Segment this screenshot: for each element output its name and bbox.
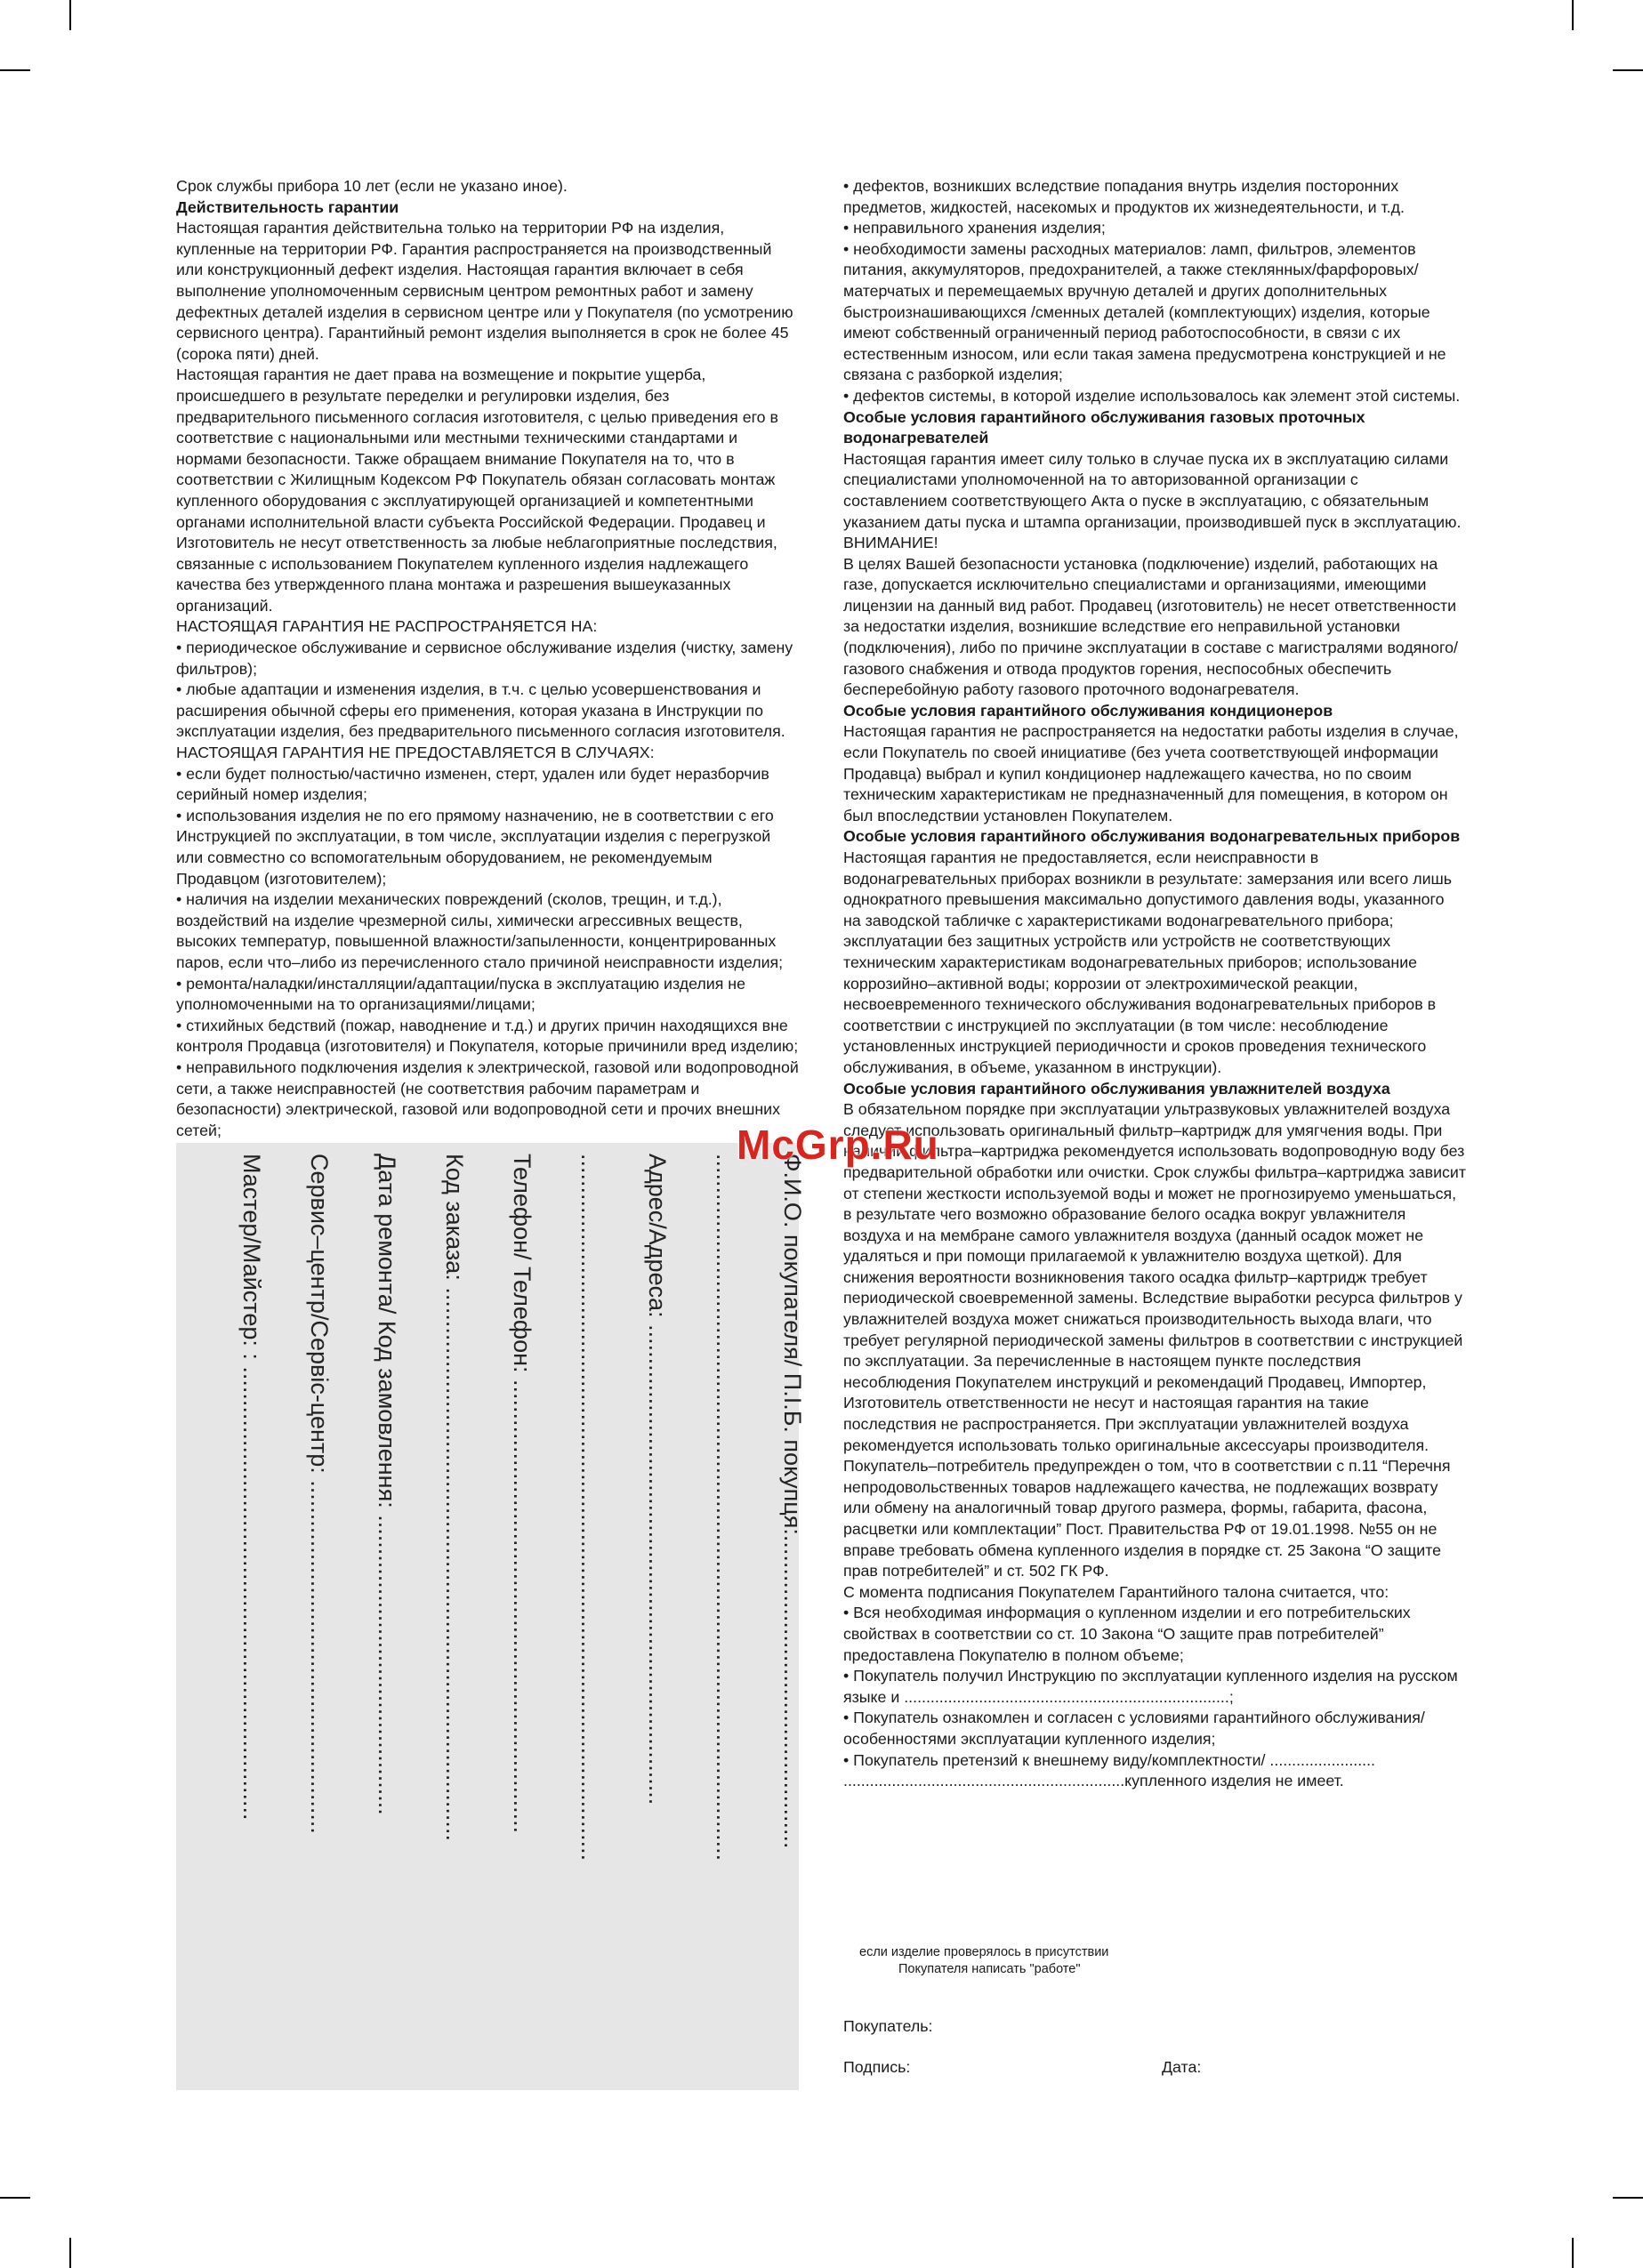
buyer-label: Покупатель:	[843, 2017, 933, 2035]
paragraph: • ремонта/наладки/инсталляции/адаптации/пуска в эксплуатацию изделия не уполномоченными на то организациями/лицами;	[176, 974, 746, 1014]
form-field-order-code[interactable]: Код заказа: ...................................................................................	[441, 1154, 468, 1841]
paragraph: • стихийных бедствий (пожар, наводнение и т.д.) и других причин находящихся вне контроля Продавца (изготовителя) и Покупателя, которые причинили вред изделию;	[176, 1016, 799, 1056]
section-heading: Действительность гарантии	[176, 197, 399, 216]
paragraph: • если будет полностью/частично изменен, стерт, удален или будет неразборчив серийный номер изделия;	[176, 764, 769, 804]
signature-label[interactable]: Подпись:	[843, 2058, 911, 2076]
paragraph: Настоящая гарантия не распространяется на недостатки работы изделия в случае, если Покупатель по своей инициативе (без учета соответствующей информации Продавца) выбрал и купил кондиционер надлежащего качества, но по своим техническим характеристикам не предназначенный для помещения, в котором он был впоследствии установлен Покупателем.	[843, 722, 1459, 824]
crop-mark	[1613, 2197, 1643, 2199]
paragraph: Срок службы прибора 10 лет (если не указано иное).	[176, 177, 568, 195]
paragraph: • необходимости замены расходных материалов: ламп, фильтров, элементов питания, аккумуляторов, предохранителей, а также стеклянных/фарфоровых/матерчатых и перемещаемых вручную деталей и других дополнительных быстроизнашивающихся /сменных деталей (комплектующих) изделия, которые имеют собственный ограниченный период работоспособности, в связи с их естественным износом, или если такая замена предусмотрена конструкцией и не связана с разборкой изделия;	[843, 239, 1446, 384]
paragraph: Настоящая гарантия действительна только на территории РФ на изделия, купленные на территории РФ. Гарантия распространяется на производственный или конструкционный дефект изделия. Настоящая гарантия включает в себя выполнение уполномоченным сервисным центром ремонтных работ и замену дефектных деталей изделия в сервисном центре или у Покупателя (по усмотрению сервисного центра). Гарантийный ремонт изделия выполняется в срок не более 45 (сорока пяти) дней.	[176, 219, 793, 363]
paragraph: • периодическое обслуживание и сервисное обслуживание изделия (чистку, замену фильтров);	[176, 639, 793, 678]
paragraph: С момента подписания Покупателем Гарантийного талона считается, что:	[843, 1582, 1389, 1601]
left-text-column	[176, 176, 799, 1141]
paragraph: • Покупатель ознакомлен и согласен с условиями гарантийного обслуживания/особенностями эксплуатации купленного изделия;	[843, 1709, 1425, 1748]
paragraph: Настоящая гарантия не предоставляется, если неисправности в водонагревательных приборах возникли в результате: замерзания или всего лишь однократного превышения максимально допустимого давления воды, указанного на заводской табличке с характеристиками водонагревательного прибора; эксплуатации без защитных устройств или устройств не соответствующих техническим характеристикам водонагревательных приборов; использование коррозийно–активной воды; коррозии от электрохимической реакции, несвоевременного технического обслуживания водонагревательных приборов в соответствии с инструкцией по эксплуатации (в том числе: несоблюдение установленных инструкцией периодичности и сроков проведения технического обслуживания, в объеме, указанном в инструкции).	[843, 848, 1453, 1076]
form-field-buyer-name-continued[interactable]: ..........................................................................................................	[712, 1154, 738, 1862]
date-label[interactable]: Дата:	[1162, 2058, 1202, 2076]
paragraph: Настоящая гарантия не дает права на возмещение и покрытие ущерба, происшедшего в результате переделки и регулировки изделия, без предварительного письменного согласия изготовителя, с целью приведения его в соответствие с национальными или местными техническими стандартами и нормами безопасности. Также обращаем внимание Покупателя на то, что в соответствии с Жилищным Кодексом РФ Покупатель обязан согласовать монтаж купленного оборудования с эксплуатирующей организацией и компетентными органами исполнительной власти субъекта Российской Федерации. Продавец и Изготовитель не несут ответственность за любые неблагоприятные последствия, связанные с использованием Покупателем купленного изделия надлежащего качества без утвержденного плана монтажа и разрешения вышеуказанных организаций.	[176, 366, 778, 615]
form-field-repair-date[interactable]: Дата ремонта/ Код замовлення: .............................................	[374, 1154, 400, 1815]
repair-record-form	[176, 1143, 806, 2090]
paragraph: НАСТОЯЩАЯ ГАРАНТИЯ НЕ РАСПРОСТРАНЯЕТСЯ НА:	[176, 617, 598, 636]
paragraph: Покупатель–потребитель предупрежден о том, что в соответствии с п.11 “Перечня непродовольственных товаров надлежащего качества, не подлежащих возврату или обмену на аналогичный товар другого размера, формы, габарита, фасона, расцветки или комплектации” Пост. Правительства РФ от 19.01.1998. №55 он не вправе требовать обмена купленного изделия в порядке ст. 25 Закона “О защите прав потребителей” и ст. 502 ГК РФ.	[843, 1457, 1451, 1580]
form-field-buyer-name[interactable]: Ф.И.О. покупателя/ П.І.Б. покупця:...............................................	[779, 1154, 806, 1849]
form-field-address-continued[interactable]: ..........................................................................................................	[576, 1154, 603, 1862]
note-line-1: если изделие проверялось в присутствии	[859, 1945, 1109, 1959]
paragraph: Настоящая гарантия имеет силу только в случае пуска их в эксплуатацию силами специалистами уполномоченной на то авторизованной организации с составлением соответствующего Акта о пуске в эксплуатацию, с обязательным указанием даты пуска и штампа организации, производившей пуск в эксплуатацию.	[843, 449, 1462, 531]
paragraph: • использования изделия не по его прямому назначению, не в соответствии с его Инструкцией по эксплуатации, в том числе, эксплуатации изделия с перегрузкой или совместно со вспомогательным оборудованием, не рекомендуемым Продавцом (изготовителем);	[176, 806, 774, 888]
note-line-2: Покупателя написать "работе"	[898, 1962, 1081, 1976]
form-field-master[interactable]: Мастер/Майстер: : ....................................................................	[238, 1154, 265, 1821]
crop-mark	[69, 2238, 71, 2268]
form-field-address[interactable]: Адрес/Адреса: ........................................................................	[644, 1154, 671, 1806]
section-heading: Особые условия гарантийного обслуживания кондиционеров	[843, 701, 1333, 720]
paragraph: В обязательном порядке при эксплуатации ультразвуковых увлажнителей воздуха следует использовать оригинальный фильтр–картридж для умягчения воды. При наличии фильтра–картриджа рекомендуется использовать водопроводную воду без предварительной обработки или очистки. Срок службы фильтра–картриджа зависит от степени жесткости используемой воды и может не прогнозируемо уменьшаться, в результате чего возможно образование белого осадка вокруг увлажнителя воздуха и на мембране самого увлажнителя воздуха (данный осадок может не удаляться и при помощи прилагаемой к увлажнителю воздуха щеткой). Для снижения вероятности возникновения такого осадка фильтр–картридж требует периодической своевременной замены. Вследствие выработки ресурса фильтров у увлажнителей воздуха может снижаться производительность выхода влаги, что требует регулярной периодической замены фильтров в соответствии с инструкцией по эксплуатации. За перечисленные в настоящем пункте последствия несоблюдения Покупателем инструкций и рекомендаций Продавец, Импортер, Изготовитель ответственности не несут и настоящая гарантия на такие последствия не распространяется. При эксплуатации увлажнителей воздуха рекомендуется использовать только оригинальные аксессуары производителя.	[843, 1100, 1466, 1454]
crop-mark	[1572, 2238, 1574, 2268]
right-text-column	[843, 176, 1466, 1792]
paragraph: • наличия на изделии механических повреждений (сколов, трещин, и т.д.), воздействий на изделие чрезмерной силы, химически агрессивных веществ, высоких температур, повышенной влажности/запыленности, концентрированных паров, если что–либо из перечисленного стало причиной неисправности изделия;	[176, 890, 784, 971]
crop-mark	[1572, 0, 1574, 30]
paragraph: • Покупатель получил Инструкцию по эксплуатации купленного изделия на русском языке и ..........................................................................;	[843, 1667, 1458, 1706]
watermark-logo: McGrp.Ru	[737, 1122, 939, 1168]
paragraph: • Вся необходимая информация о купленном изделии и его потребительских свойствах в соответствии со ст. 10 Закона “О защите прав потребителей” предоставлена Покупателю в полном объеме;	[843, 1604, 1411, 1664]
section-heading: Особые условия гарантийного обслуживания увлажнителей воздуха	[843, 1079, 1390, 1098]
crop-mark	[1613, 69, 1643, 71]
form-field-service-center[interactable]: Сервис–центр/Сервіс-центр: .....................................................	[306, 1154, 333, 1834]
paragraph: • неправильного подключения изделия к электрической, газовой или водопроводной сети, а также неисправностей (не соответствия рабочим параметрам и безопасности) электрической, газовой или водопроводной сети и прочих внешних сетей;	[176, 1058, 799, 1139]
form-field-phone[interactable]: Телефон/ Телефон: ....................................................................	[509, 1154, 536, 1834]
paragraph: В целях Вашей безопасности установка (подключение) изделий, работающих на газе, допускается исключительно специалистами и организациями, имеющими лицензии на данный вид работ. Продавец (изготовитель) не несет ответственности за недостатки изделия, возникшие вследствие его неправильной установки (подключения), либо по причине эксплуатации в составе с магистралями водяного/газового снабжения и отвода продуктов горения, неспособных обеспечить бесперебойную работу газового проточного водонагревателя.	[843, 554, 1458, 699]
paragraph: • дефектов системы, в которой изделие использовалось как элемент этой системы.	[843, 386, 1461, 405]
crop-mark	[69, 0, 71, 30]
paragraph: НАСТОЯЩАЯ ГАРАНТИЯ НЕ ПРЕДОСТАВЛЯЕТСЯ В СЛУЧАЯХ:	[176, 744, 655, 762]
paragraph: • дефектов, возникших вследствие попадания внутрь изделия посторонних предметов, жидкостей, насекомых и продуктов их жизнедеятельности, и т.д.	[843, 177, 1405, 216]
section-heading: Особые условия гарантийного обслуживания газовых проточных водонагревателей	[843, 407, 1365, 447]
paragraph: • неправильного хранения изделия;	[843, 219, 1106, 237]
paragraph: ВНИМАНИЕ!	[843, 534, 938, 552]
crop-mark	[0, 2197, 30, 2199]
paragraph: • Покупатель претензий к внешнему виду/комплектности/ ........................ ................................................................купленного изделия не имеет.	[843, 1750, 1375, 1790]
section-heading: Особые условия гарантийного обслуживания водонагревательных приборов	[843, 827, 1461, 846]
crop-mark	[0, 69, 30, 71]
paragraph: • любые адаптации и изменения изделия, в т.ч. с целью усовершенствования и расширения обычной сферы его применения, которая указана в Инструкции по эксплуатации изделия, без предварительного письменного согласия изготовителя.	[176, 680, 785, 741]
